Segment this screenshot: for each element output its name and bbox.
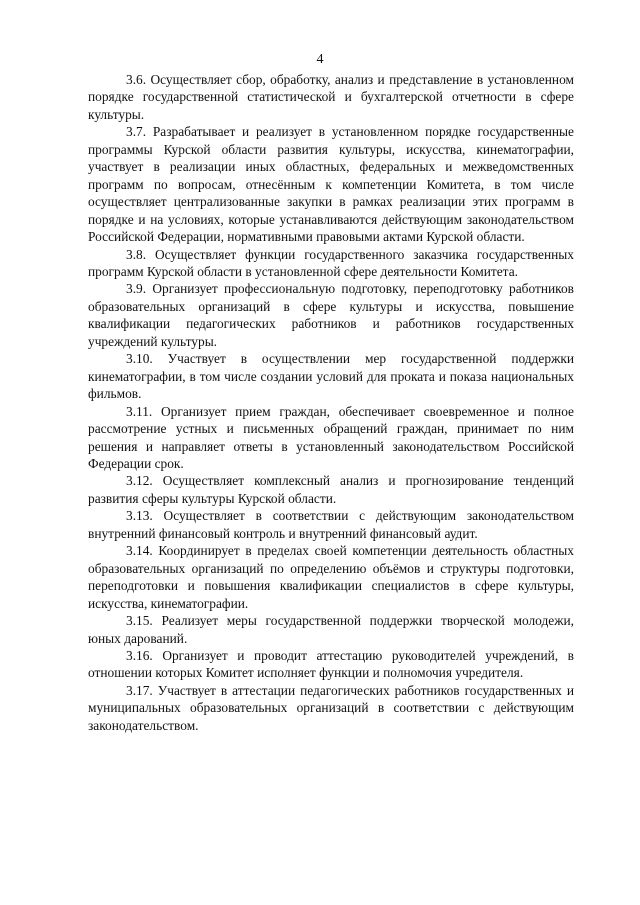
paragraph-3-17: 3.17. Участвует в аттестации педагогических работников государственных и муниципальных образовательных организаций в соответствии с действующим законодательством. [88, 682, 574, 733]
paragraph-3-14: 3.14. Координирует в пределах своей компетенции деятельность областных образовательных организаций по определению объёмов и структуры подготовки, переподготовки и повышения квалификации специалистов в сфере культуры, искусства, кинематографии. [88, 543, 574, 611]
document-body [88, 71, 574, 734]
paragraph-3-8: 3.8. Осуществляет функции государственного заказчика государственных программ Курской области в установленной сфере деятельности Комитета. [88, 246, 574, 279]
page-number: 4 [316, 52, 324, 67]
paragraph-3-10: 3.10. Участвует в осуществлении мер государственной поддержки кинематографии, в том числе создании условий для проката и показа национальных фильмов. [88, 351, 574, 402]
paragraph-3-7: 3.7. Разрабатывает и реализует в установленном порядке государственные программы Курской области развития культуры, искусства, кинематографии, участвует в реализации иных областных, федеральных и межведомственных программ по вопросам, отнесённым к компетенции Комитета, в том числе осуществляет централизованные закупки в рамках реализации этих программ в порядке и на условиях, которые устанавливаются действующим законодательством Российской Федерации, нормативными правовыми актами Курской области. [88, 124, 574, 245]
paragraph-3-15: 3.15. Реализует меры государственной поддержки творческой молодежи, юных дарований. [88, 613, 574, 646]
paragraph-3-16: 3.16. Организует и проводит аттестацию руководителей учреждений, в отношении которых Комитет исполняет функции и полномочия учредителя. [88, 647, 574, 681]
paragraph-3-13: 3.13. Осуществляет в соответствии с действующим законодательством внутренний финансовый контроль и внутренний финансовый аудит. [88, 508, 574, 541]
paragraph-3-11: 3.11. Организует прием граждан, обеспечивает своевременное и полное рассмотрение устных и письменных обращений граждан, принимает по ним решения и направляет ответы в установленный законодательством Российской Федерации срок. [88, 403, 574, 471]
paragraph-3-9: 3.9. Организует профессиональную подготовку, переподготовку работников образовательных организаций в сфере культуры и искусства, повышение квалификации педагогических работников и работников государственных учреждений культуры. [88, 281, 574, 349]
paragraph-3-6: 3.6. Осуществляет сбор, обработку, анализ и представление в установленном порядке государственной статистической и бухгалтерской отчетности в сфере культуры. [88, 72, 574, 122]
paragraph-3-12: 3.12. Осуществляет комплексный анализ и прогнозирование тенденций развития сферы культуры Курской области. [88, 473, 574, 506]
